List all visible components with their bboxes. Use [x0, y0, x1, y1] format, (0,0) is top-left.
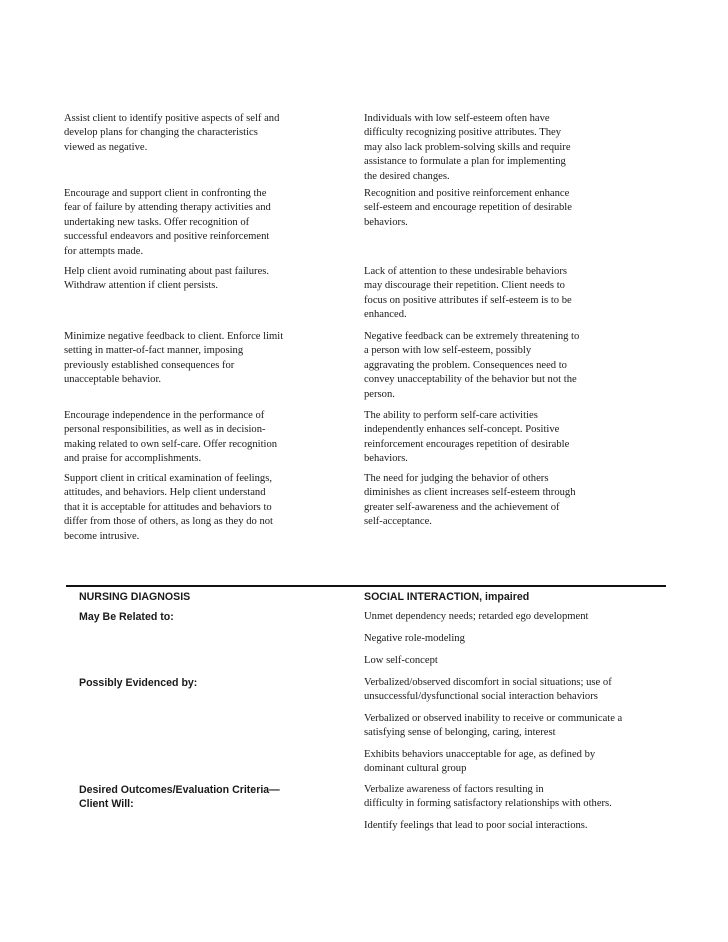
- rationale-line: convey unacceptability of the behavior but not the: [364, 374, 577, 386]
- intervention-line: previously established consequences for: [64, 359, 235, 371]
- intervention-line: Assist client to identify positive aspects of self and: [64, 113, 280, 124]
- section-item-line: Verbalized or observed inability to receive or communicate a: [364, 713, 623, 724]
- rationale-line: behaviors.: [364, 216, 408, 228]
- rationale-line: assistance to formulate a plan for implementing: [364, 156, 566, 168]
- section-label: May Be Related to:: [79, 611, 174, 623]
- rationale-line: may discourage their repetition. Client needs to: [364, 280, 565, 292]
- rationale-line: difficulty recognizing positive attributes. They: [364, 127, 562, 139]
- rationale-line: Recognition and positive reinforcement enhance: [364, 188, 570, 199]
- section-item-line: Negative role-modeling: [364, 633, 465, 644]
- section-item-line: difficulty in forming satisfactory relationships with others.: [364, 798, 612, 810]
- diagnosis-value: SOCIAL INTERACTION, impaired: [364, 591, 530, 603]
- section-item-line: satisfying sense of belonging, caring, interest: [364, 727, 556, 739]
- section-item-line: Unmet dependency needs; retarded ego development: [364, 611, 589, 622]
- section-item-line: Low self-concept: [364, 655, 438, 666]
- section-label: Client Will:: [79, 798, 134, 811]
- rationale-line: reinforcement encourages repetition of desirable: [364, 438, 570, 450]
- rationale-line: person.: [364, 388, 395, 400]
- rationale-line: the desired changes.: [364, 170, 450, 182]
- intervention-line: undertaking new tasks. Offer recognition of: [64, 216, 250, 228]
- intervention-line: Encourage independence in the performance of: [64, 410, 265, 421]
- intervention-line: fear of failure by attending therapy activities and: [64, 202, 271, 214]
- intervention-line: Help client avoid ruminating about past failures.: [64, 266, 270, 277]
- intervention-line: develop plans for changing the characteristics: [64, 127, 258, 139]
- section-item-line: Verbalize awareness of factors resulting in: [364, 784, 544, 795]
- intervention-line: Support client in critical examination of feelings,: [64, 473, 272, 484]
- section-label: Possibly Evidenced by:: [79, 677, 198, 689]
- intervention-line: unacceptable behavior.: [64, 374, 162, 386]
- section-item-line: dominant cultural group: [364, 763, 467, 775]
- section-divider: [66, 585, 666, 587]
- intervention-line: attitudes, and behaviors. Help client understand: [64, 487, 266, 499]
- intervention-line: that it is acceptable for attitudes and behaviors to: [64, 501, 272, 513]
- rationale-line: focus on positive attributes if self-esteem is to be: [364, 294, 572, 306]
- intervention-line: Withdraw attention if client persists.: [64, 280, 219, 292]
- rationale-line: independently enhances self-concept. Positive: [364, 424, 560, 436]
- section-item-line: Verbalized/observed discomfort in social situations; use of: [364, 677, 612, 688]
- rationale-line: aggravating the problem. Consequences need to: [364, 359, 567, 371]
- rationale-line: The ability to perform self-care activities: [364, 410, 538, 421]
- section-item-line: Exhibits behaviors unacceptable for age, as defined by: [364, 749, 596, 760]
- rationale-line: greater self-awareness and the achievement of: [364, 501, 560, 513]
- diagnosis-label: NURSING DIAGNOSIS: [79, 591, 191, 603]
- intervention-line: and praise for accomplishments.: [64, 453, 202, 465]
- rationale-line: behaviors.: [364, 453, 408, 465]
- intervention-line: viewed as negative.: [64, 141, 148, 153]
- intervention-line: become intrusive.: [64, 530, 140, 542]
- intervention-line: personal responsibilities, as well as in decision-: [64, 424, 266, 436]
- intervention-line: for attempts made.: [64, 245, 144, 257]
- rationale-line: Individuals with low self-esteem often have: [364, 113, 550, 124]
- rationale-line: Negative feedback can be extremely threatening to: [364, 331, 580, 342]
- intervention-line: Minimize negative feedback to client. Enforce limit: [64, 331, 284, 342]
- rationale-line: self-acceptance.: [364, 516, 432, 528]
- rationale-line: self-esteem and encourage repetition of desirable: [364, 202, 572, 214]
- rationale-line: a person with low self-esteem, possibly: [364, 345, 532, 357]
- intervention-line: Encourage and support client in confronting the: [64, 188, 267, 199]
- intervention-line: making related to own self-care. Offer recognition: [64, 438, 278, 450]
- rationale-line: enhanced.: [364, 309, 407, 321]
- rationale-line: The need for judging the behavior of others: [364, 473, 549, 484]
- intervention-line: setting in matter-of-fact manner, imposing: [64, 345, 244, 357]
- rationale-line: may also lack problem-solving skills and require: [364, 141, 571, 153]
- intervention-line: differ from those of others, as long as they do not: [64, 516, 273, 528]
- section-label: Desired Outcomes/Evaluation Criteria—: [79, 784, 280, 796]
- intervention-line: successful endeavors and positive reinforcement: [64, 231, 270, 243]
- section-item-line: Identify feelings that lead to poor social interactions.: [364, 820, 588, 831]
- rationale-line: diminishes as client increases self-esteem through: [364, 487, 576, 499]
- rationale-line: Lack of attention to these undesirable behaviors: [364, 266, 567, 277]
- section-item-line: unsuccessful/dysfunctional social interaction behaviors: [364, 691, 598, 703]
